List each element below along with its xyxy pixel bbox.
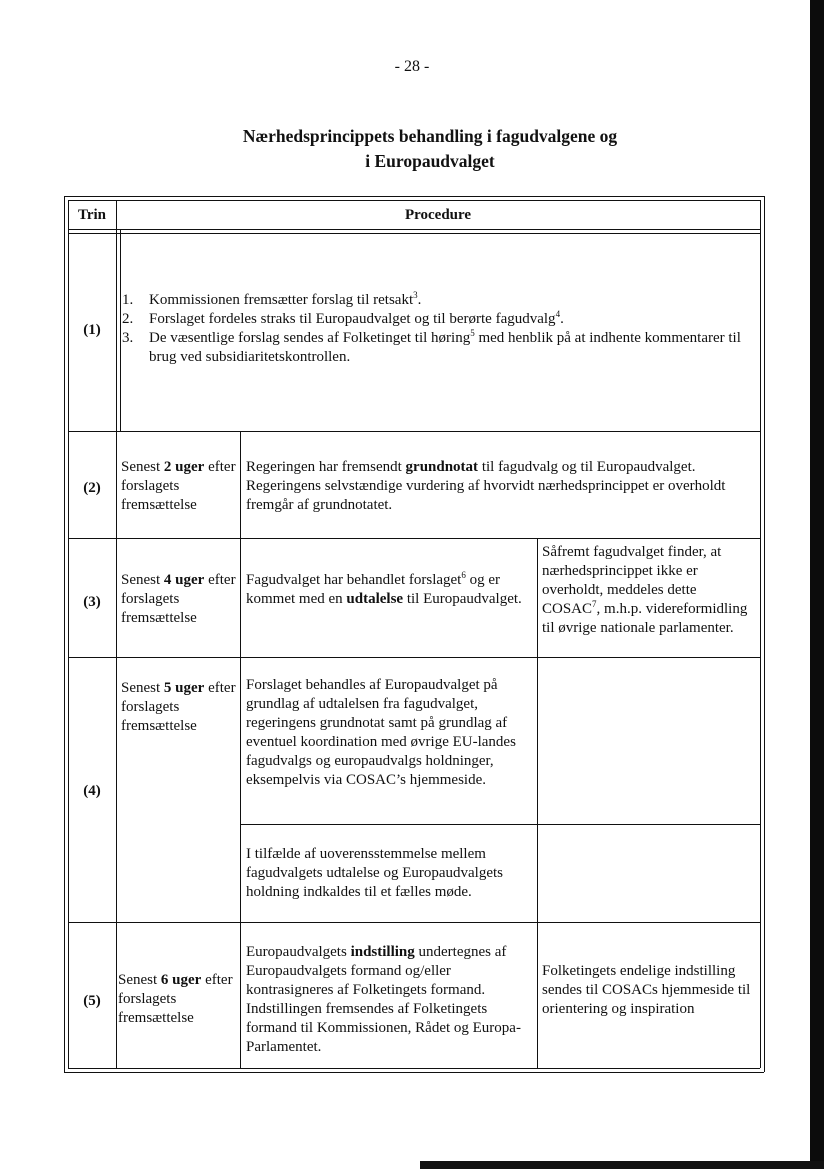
row-divider: [68, 229, 760, 230]
column-divider: [116, 200, 117, 1068]
list-item: 2. Forslaget fordeles straks til Europaudvalget og til berørte fagudvalg$^4$.: [122, 309, 564, 327]
table-border: [64, 1072, 764, 1073]
page-title: [0, 124, 824, 174]
row-2-procedure: Regeringen har fremsendt grundnotat til fagudvalg og til Europaudvalget. Regeringens selvstændige vurdering af hvorvidt nærhedsprincippet er overholdt fremgår af grundnotatet.: [246, 459, 726, 513]
title-line-2: i Europaudvalget: [365, 151, 495, 171]
list-item: 3. De væsentlige forslag sendes af Folketinget til høring$^5$ med henblik på at indhente kommentarer til brug ved subsidiaritetskontrollen.: [122, 328, 741, 365]
table-border: [64, 196, 764, 197]
header-procedure: Procedure: [404, 207, 472, 223]
row-divider: [240, 824, 760, 825]
row-divider: [68, 657, 760, 658]
row-4-trin: (4): [83, 783, 101, 799]
row-5-trin: (5): [83, 993, 101, 1009]
header-trin: Trin: [77, 207, 107, 223]
table-border: [68, 1068, 760, 1069]
row-5-deadline: Senest 6 uger efter forslagets fremsættelse: [118, 972, 233, 1026]
row-5-note: Folketingets endelige indstilling sendes til COSACs hjemmeside til orientering og inspiration: [542, 963, 751, 1017]
row-5-procedure: Europaudvalgets indstilling undertegnes af Europaudvalgets formand og/eller kontrasigneres af Folketingets formand. Indstillingen fremsendes af Folketingets formand til Kommissionen, Rådet og Europa-Parlamentet.: [246, 944, 521, 1055]
table-border: [760, 200, 761, 1068]
row-4-procedure-2: I tilfælde af uoverensstemmelse mellem fagudvalgets udtalelse og Europaudvalgets holdning indkaldes til et fælles møde.: [246, 846, 504, 900]
row-3-trin: (3): [83, 594, 101, 610]
table-border: [764, 196, 765, 1072]
row-divider: [68, 233, 760, 234]
table-border: [64, 196, 65, 1072]
row-2-trin: (2): [83, 480, 101, 496]
column-divider: [120, 229, 121, 431]
column-divider: [537, 538, 538, 1068]
row-divider: [68, 538, 760, 539]
row-4-procedure-1: Forslaget behandles af Europaudvalget på grundlag af udtalelsen fra fagudvalget, regeringens grundnotat samt på grundlag af eventuel koordination med øvrige EU-landes fagudvalgs og europaudvalgs holdninger, eksempelvis via COSAC’s hjemmeside.: [246, 677, 516, 788]
procedure-list: [122, 291, 742, 367]
scan-edge-right: [810, 0, 824, 1169]
table-border: [68, 200, 760, 201]
row-1-procedure: [122, 291, 742, 367]
row-4-deadline: Senest 5 uger efter forslagets fremsættelse: [121, 680, 236, 734]
title-line-1: Nærhedsprincippets behandling i fagudvalgene og: [242, 126, 618, 146]
row-3-note: Såfremt fagudvalget finder, at nærhedsprincippet ikke er overholdt, meddeles dette COSAC$^7$, m.h.p. videreformidling til øvrige nationale parlamenter.: [542, 544, 748, 636]
row-divider: [68, 922, 760, 923]
row-3-deadline: Senest 4 uger efter forslagets fremsættelse: [121, 572, 236, 626]
row-1-trin: (1): [83, 322, 101, 338]
scan-edge-bottom: [420, 1161, 824, 1169]
row-3-procedure: Fagudvalget har behandlet forslaget$^6$ og er kommet med en udtalelse til Europaudvalget.: [246, 570, 522, 607]
row-2-deadline: Senest 2 uger efter forslagets fremsættelse: [121, 459, 236, 513]
row-divider: [68, 431, 760, 432]
page-number: - 28 -: [394, 58, 430, 75]
column-divider: [240, 431, 241, 1068]
list-item: 1. Kommissionen fremsætter forslag til retsakt$^3$.: [122, 290, 422, 308]
